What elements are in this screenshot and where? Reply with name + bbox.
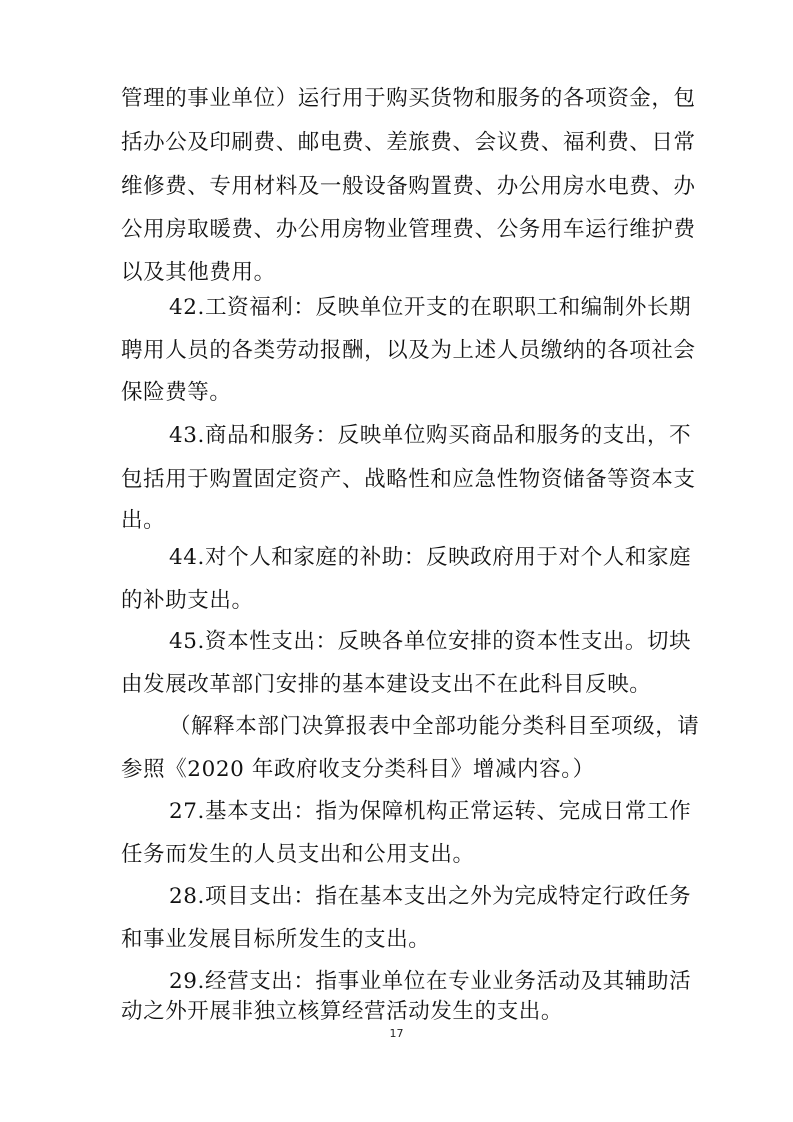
paragraph-line: 管理的事业单位）运行用于购买货物和服务的各项资金，包	[121, 86, 696, 111]
paragraph-line: 动之外开展非独立核算经营活动发生的支出。	[121, 999, 564, 1024]
paragraph-line: 公用房取暖费、办公用房物业管理费、公务用车运行维护费	[121, 217, 696, 242]
paragraph-line: 聘用人员的各类劳动报酬，以及为上述人员缴纳的各项社会	[121, 338, 696, 363]
paragraph-line: 44.对个人和家庭的补助：反映政府用于对个人和家庭	[169, 545, 692, 570]
paragraph-line: 以及其他费用。	[121, 260, 276, 285]
paragraph-line: 27.基本支出：指为保障机构正常运转、完成日常工作	[169, 799, 692, 824]
paragraph-line: 28.项目支出：指在基本支出之外为完成特定行政任务	[169, 884, 692, 909]
paragraph-line: 包括用于购置固定资产、战略性和应急性物资储备等资本支	[121, 467, 696, 492]
paragraph-line: 出。	[121, 508, 166, 533]
page-number: 17	[389, 1027, 404, 1040]
paragraph-line: （解释本部门决算报表中全部功能分类科目至项级，请	[169, 714, 700, 739]
paragraph-line: 和事业发展目标所发生的支出。	[121, 927, 431, 952]
paragraph-line: 42.工资福利：反映单位开支的在职职工和编制外长期	[169, 295, 692, 320]
paragraph-line: 维修费、专用材料及一般设备购置费、办公用房水电费、办	[121, 174, 696, 199]
paragraph-line: 43.商品和服务：反映单位购买商品和服务的支出，不	[169, 423, 692, 448]
paragraph-line: 45.资本性支出：反映各单位安排的资本性支出。切块	[169, 629, 692, 654]
paragraph-line: 保险费等。	[121, 380, 232, 405]
paragraph-line: 任务而发生的人员支出和公用支出。	[121, 842, 475, 867]
paragraph-line: 参照《2020 年政府收支分类科目》增减内容。）	[121, 757, 595, 782]
paragraph-line: 由发展改革部门安排的基本建设支出不在此科目反映。	[121, 672, 652, 697]
paragraph-line: 29.经营支出：指事业单位在专业业务活动及其辅助活	[169, 969, 692, 994]
paragraph-line: 的补助支出。	[121, 588, 254, 613]
paragraph-line: 括办公及印刷费、邮电费、差旅费、会议费、福利费、日常	[121, 130, 696, 155]
